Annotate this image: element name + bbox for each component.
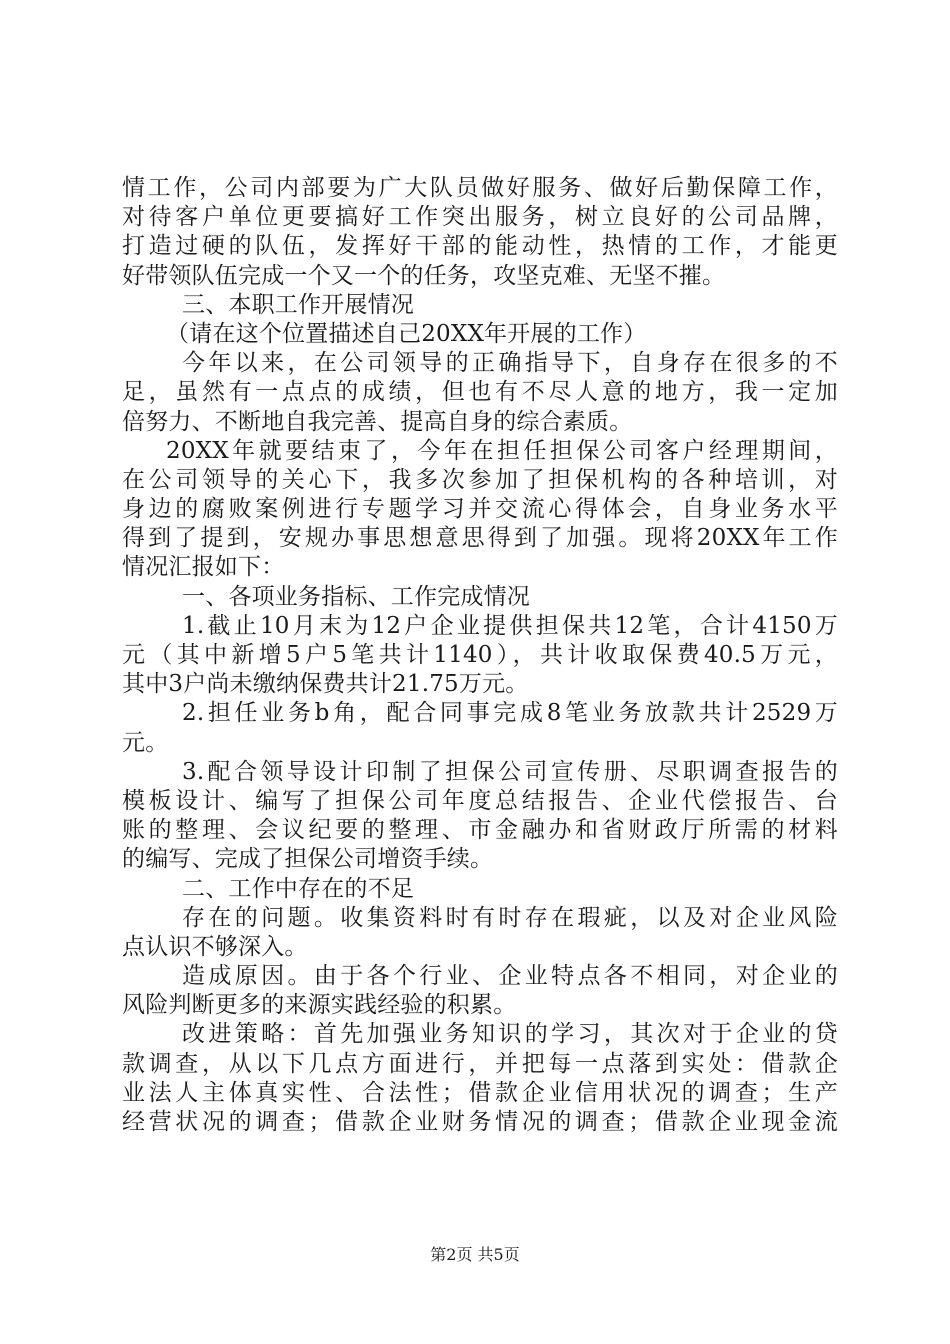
text-line: 元（其中新增5户5笔共计1140），共计收取保费40.5万元，	[122, 642, 838, 668]
text-line: 20XX年就要结束了，今年在担任担保公司客户经理期间，	[166, 437, 838, 464]
text-line: 三、本职工作开展情况	[182, 291, 414, 318]
text-line: 一、各项业务指标、工作完成情况	[182, 583, 530, 610]
document-body	[122, 174, 838, 1137]
text-line: 存在的问题。收集资料时有时存在瑕疵，以及对企业风险	[182, 904, 838, 931]
text-line: 款调查，从以下几点方面进行，并把每一点落到实处：借款企	[122, 1050, 838, 1077]
page-footer: 第2页 共5页	[430, 1245, 520, 1264]
text-line: 好带领队伍完成一个又一个的任务，攻坚克难、无坚不摧。	[122, 262, 726, 289]
text-line: 情况汇报如下：	[122, 554, 285, 581]
text-line: 情工作，公司内部要为广大队员做好服务、做好后勤保障工作，	[122, 175, 838, 201]
text-line: 今年以来，在公司领导的正确指导下，自身存在很多的不	[182, 350, 838, 377]
text-line: 风险判断更多的来源实践经验的积累。	[122, 992, 517, 1019]
text-line: 的编写、完成了担保公司增资手续。	[122, 846, 494, 873]
text-line: 模板设计、编写了担保公司年度总结报告、企业代偿报告、台	[122, 787, 838, 814]
text-line: 元。	[122, 729, 169, 756]
text-line: 1.截止10月末为12户企业提供担保共12笔，合计4150万	[182, 612, 838, 639]
text-line: 倍努力、不断地自我完善、提高自身的综合素质。	[122, 408, 633, 435]
text-line: 得到了提到，安规办事思想意思得到了加强。现将20XX年工作	[122, 525, 838, 552]
text-line: 改进策略：首先加强业务知识的学习，其次对于企业的贷	[182, 1021, 838, 1048]
text-line: 3.配合领导设计印制了担保公司宣传册、尽职调查报告的	[182, 758, 838, 785]
text-line: 其中3户尚未缴纳保费共计21.75万元。	[122, 671, 529, 698]
text-line: 经营状况的调查；借款企业财务情况的调查；借款企业现金流	[122, 1109, 838, 1135]
text-line: 身边的腐败案例进行专题学习并交流心得体会，自身业务水平	[122, 496, 838, 523]
text-line: 点认识不够深入。	[122, 933, 308, 960]
text-line: 二、工作中存在的不足	[182, 875, 414, 902]
text-line: 打造过硬的队伍，发挥好干部的能动性，热情的工作，才能更	[122, 233, 838, 260]
text-line: 足，虽然有一点点的成绩，但也有不尽人意的地方，我一定加	[122, 379, 838, 406]
text-line: 业法人主体真实性、合法性；借款企业信用状况的调查；生产	[122, 1079, 838, 1106]
text-line: 2.担任业务b角，配合同事完成8笔业务放款共计2529万	[182, 700, 838, 727]
text-line: （请在这个位置描述自己20XX年开展的工作）	[166, 320, 647, 347]
text-line: 对待客户单位更要搞好工作突出服务，树立良好的公司品牌，	[122, 204, 838, 231]
text-line: 账的整理、会议纪要的整理、市金融办和省财政厅所需的材料	[122, 817, 838, 844]
text-line: 在公司领导的关心下，我多次参加了担保机构的各种培训，对	[122, 466, 838, 493]
text-line: 造成原因。由于各个行业、企业特点各不相同，对企业的	[182, 963, 838, 990]
